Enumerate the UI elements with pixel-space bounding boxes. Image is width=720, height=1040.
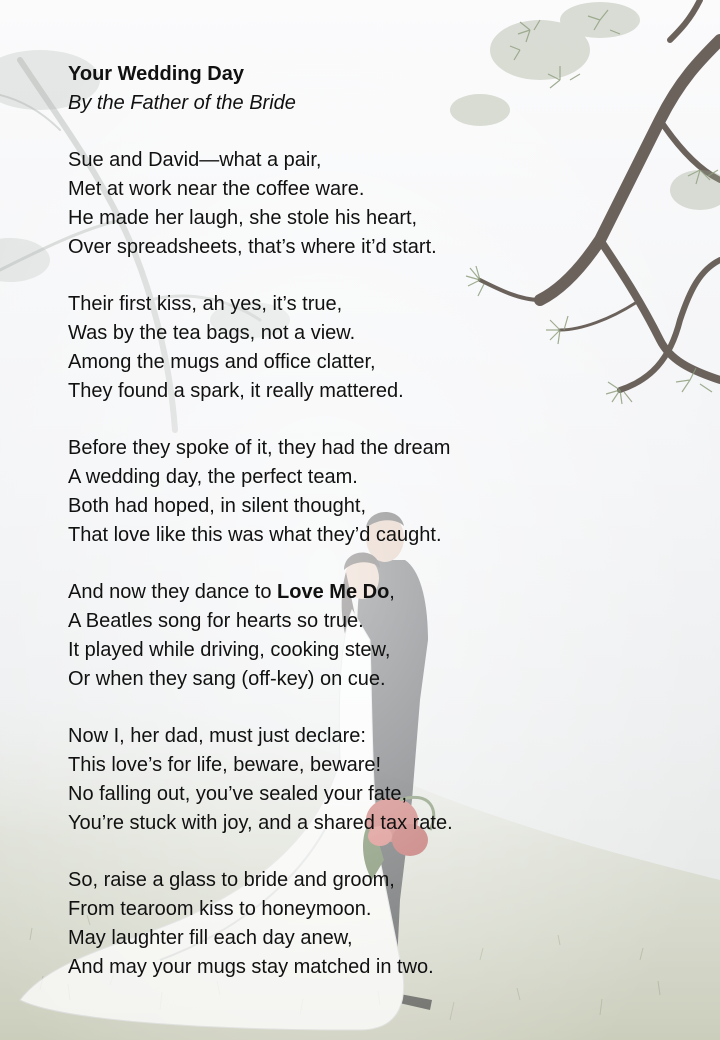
poem-title: Your Wedding Day [68,63,244,85]
stanza-2 [68,290,668,405]
poem-line: Or when they sang (off-key) on cue. [68,667,386,690]
poem-line: That love like this was what they’d caught. [68,523,442,546]
poem-line: Sue and David—what a pair, [68,149,322,172]
poem-line: No falling out, you’ve sealed your fate, [68,782,408,805]
poem-line: And may your mugs stay matched in two. [68,955,434,978]
poem-line: May laughter fill each day anew, [68,926,353,949]
poem-line: So, raise a glass to bride and groom, [68,869,395,892]
stanza-4 [68,578,668,693]
poem-line: From tearoom kiss to honeymoon. [68,898,372,921]
stanza-6 [68,866,668,981]
poem-line: Over spreadsheets, that’s where it’d start. [68,235,437,258]
poem-line: Met at work near the coffee ware. [68,178,365,201]
poem-line: A wedding day, the perfect team. [68,466,358,489]
poem-line: Was by the tea bags, not a view. [68,322,356,345]
poem-line-with-song [68,578,668,607]
poem-line: They found a spark, it really mattered. [68,379,404,402]
poem-line: Their first kiss, ah yes, it’s true, [68,293,343,316]
poem-line: Both had hoped, in silent thought, [68,494,367,517]
line-suffix: , [389,581,395,604]
line-prefix: And now they dance to [68,581,278,604]
poem-byline: By the Father of the Bride [68,91,296,114]
poem-line: Before they spoke of it, they had the dream [68,437,451,460]
poem-line: You’re stuck with joy, and a shared tax rate. [68,811,453,834]
stanza-3 [68,434,668,549]
poem-line: This love’s for life, beware, beware! [68,754,382,777]
poem-line: Among the mugs and office clatter, [68,350,376,373]
poem-line: It played while driving, cooking stew, [68,638,391,661]
poem-line: He made her laugh, she stole his heart, [68,206,418,229]
poem-line: A Beatles song for hearts so true. [68,610,364,633]
poem-line: Now I, her dad, must just declare: [68,725,366,748]
poem [68,60,668,982]
stanza-5 [68,722,668,837]
song-title: Love Me Do [277,581,390,604]
stanza-1 [68,146,668,261]
